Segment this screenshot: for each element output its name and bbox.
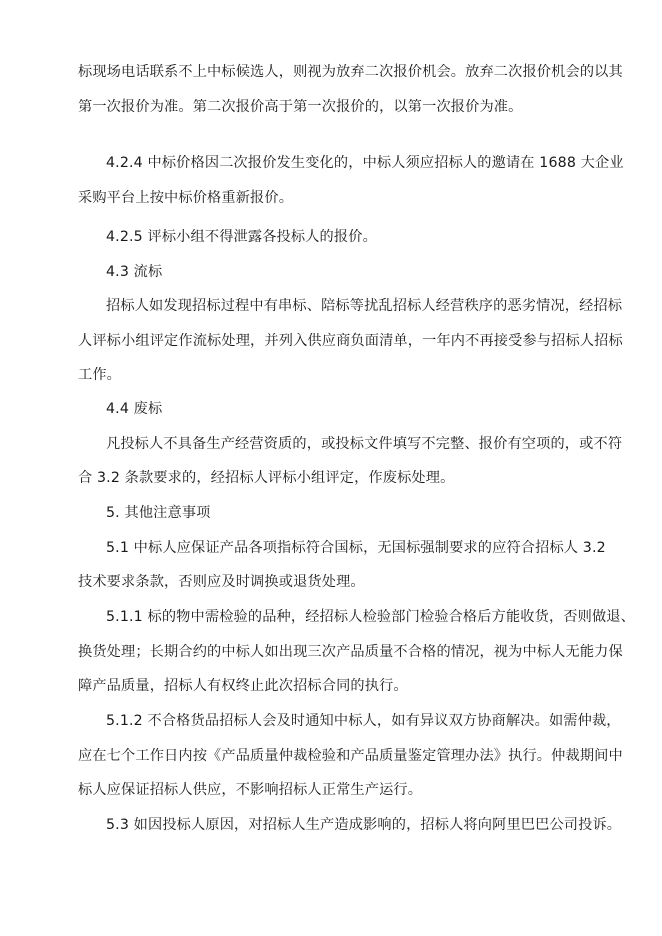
clause-5-1-1-cont-2: 障产品质量，招标人有权终止此次招标合同的执行。 — [78, 678, 408, 694]
clause-5-1-1-cont-1: 换货处理；长期合约的中标人如出现三次产品质量不合格的情况，视为中标人无能力保 — [78, 644, 623, 660]
clause-4-2-5: 4.2.5 评标小组不得泄露各投标人的报价。 — [106, 229, 377, 245]
paragraph-4-3-line-1: 招标人如发现招标过程中有串标、陪标等扰乱招标人经营秩序的恶劣情况，经招标 — [106, 298, 623, 314]
clause-5-1-cont: 技术要求条款，否则应及时调换或退货处理。 — [78, 574, 365, 590]
paragraph-4-4-line-2: 合 3.2 条款要求的，经招标人评标小组评定，作废标处理。 — [78, 470, 455, 486]
clause-4-2-4: 4.2.4 中标价格因二次报价发生变化的，中标人须应招标人的邀请在 1688 大企业 — [106, 155, 624, 171]
heading-4-4: 4.4 废标 — [106, 401, 163, 417]
paragraph-4-3-line-2: 人评标小组评定作流标处理，并列入供应商负面清单，一年内不再接受参与招标人招标 — [78, 333, 623, 349]
paragraph-4-4-line-1: 凡投标人不具备生产经营资质的，或投标文件填写不完整、报价有空项的，或不符 — [106, 436, 623, 452]
paragraph-4-3-line-3: 工作。 — [78, 367, 122, 383]
heading-5: 5. 其他注意事项 — [106, 505, 211, 521]
clause-5-1: 5.1 中标人应保证产品各项指标符合国标，无国标强制要求的应符合招标人 3.2 — [106, 540, 606, 556]
clause-5-3: 5.3 如因投标人原因，对招标人生产造成影响的，招标人将向阿里巴巴公司投诉。 — [106, 817, 622, 833]
clause-5-1-2: 5.1.2 不合格货品招标人会及时通知中标人，如有异议双方协商解决。如需仲裁， — [106, 713, 621, 729]
text-line-2: 第一次报价为准。第二次报价高于第一次报价的，以第一次报价为准。 — [78, 99, 523, 115]
clause-4-2-4-cont: 采购平台上按中标价格重新报价。 — [78, 190, 294, 206]
clause-5-1-2-cont-1: 应在七个工作日内按《产品质量仲裁检验和产品质量鉴定管理办法》执行。仲裁期间中 — [78, 748, 623, 764]
text-line-1: 标现场电话联系不上中标候选人，则视为放弃二次报价机会。放弃二次报价机会的以其 — [78, 64, 623, 80]
clause-5-1-2-cont-2: 标人应保证招标人供应，不影响招标人正常生产运行。 — [78, 782, 423, 798]
heading-4-3: 4.3 流标 — [106, 264, 163, 280]
clause-5-1-1: 5.1.1 标的物中需检验的品种，经招标人检验部门检验合格后方能收货，否则做退、 — [106, 609, 635, 625]
